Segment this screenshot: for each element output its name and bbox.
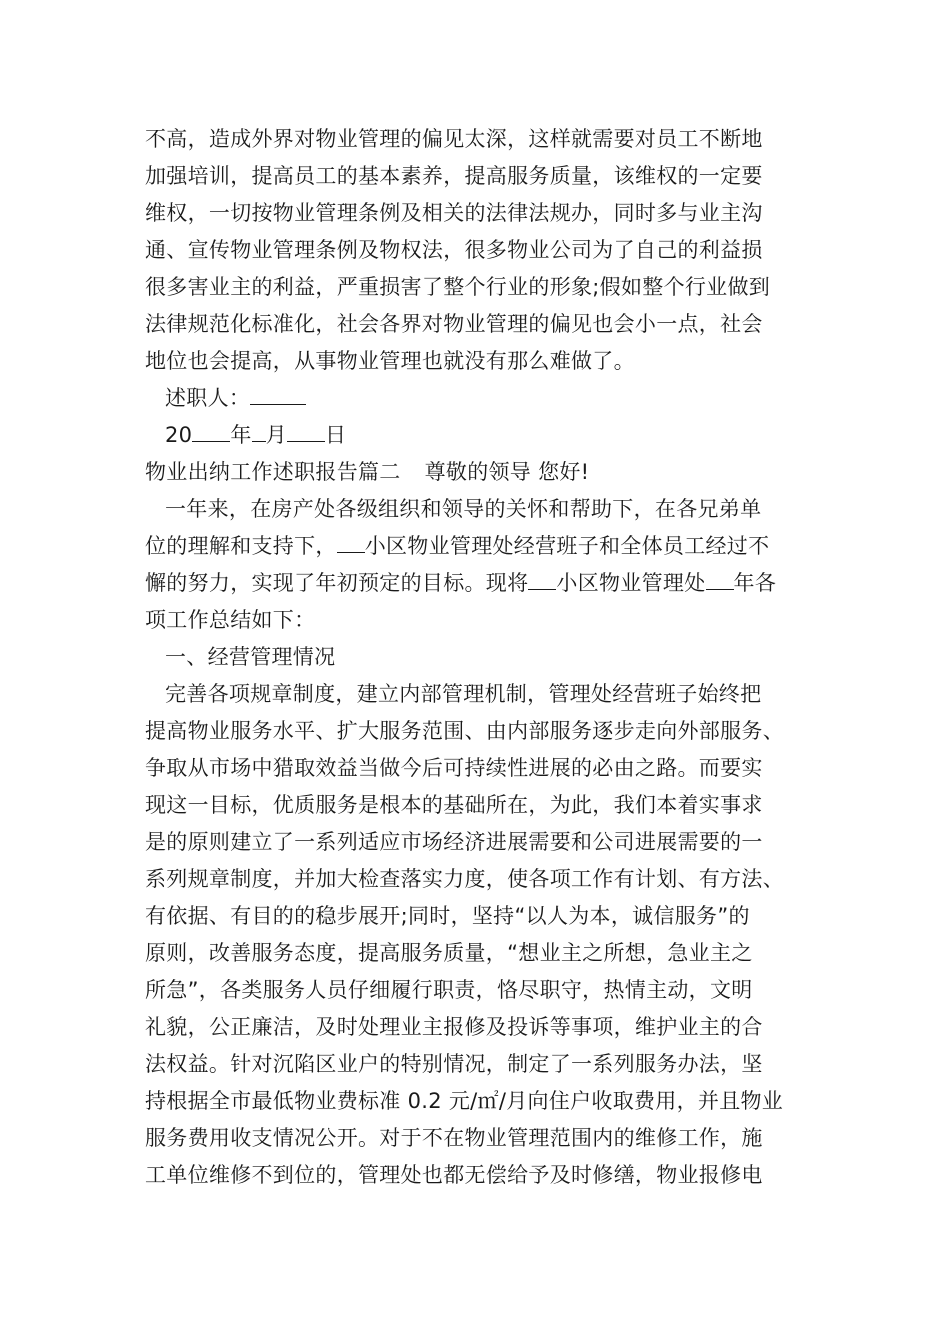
- text-line: 位的理解和支持下， 小区物业管理处经营班子和全体员工经过不: [145, 528, 835, 565]
- text-line: 系列规章制度，并加大检查落实力度，使各项工作有计划、有方法、: [145, 867, 784, 891]
- text-line: 现这一目标，优质服务是根本的基础所在，为此，我们本着实事求: [145, 793, 763, 817]
- text-line: 服务费用收支情况公开。对于不在物业管理范围内的维修工作，施: [145, 1126, 763, 1150]
- paragraph-2: [145, 491, 835, 639]
- day-char: 日: [324, 423, 347, 447]
- community-blank: [528, 565, 556, 590]
- section-title-line: [145, 454, 835, 491]
- signature-line: [145, 380, 835, 417]
- date-line: [145, 417, 835, 454]
- text-line: 法律规范化标准化，社会各界对物业管理的偏见也会小一点，社会: [145, 312, 763, 336]
- text-line: 不高，造成外界对物业管理的偏见太深，这样就需要对员工不断地: [145, 127, 763, 151]
- year-blank: [192, 417, 230, 442]
- text-line: 所急”，各类服务人员仔细履行职责，恪尽职守，热情主动，文明: [145, 978, 753, 1002]
- text-line: 是的原则建立了一系列适应市场经济进展需要和公司进展需要的一: [145, 830, 763, 854]
- text-line: 法权益。针对沉陷区业户的特别情况，制定了一系列服务办法，坚: [145, 1052, 763, 1076]
- month-char: 月: [265, 423, 287, 447]
- document-body: [145, 121, 835, 1194]
- text-line: 维权，一切按物业管理条例及相关的法律法规办，同时多与业主沟: [145, 201, 763, 225]
- text-line: 通、宣传物业管理条例及物权法，很多物业公司为了自己的利益损: [145, 238, 763, 262]
- signature-blank: [250, 380, 306, 405]
- text-line: 提高物业服务水平、扩大服务范围、由内部服务逐步走向外部服务、: [145, 719, 784, 743]
- community-blank: [337, 528, 365, 553]
- year-char: 年: [230, 423, 252, 447]
- text-line: 工单位维修不到位的，管理处也都无偿给予及时修缮，物业报修电: [145, 1163, 763, 1187]
- paragraph-3: [145, 676, 835, 1194]
- month-blank: [252, 417, 266, 442]
- section-title: 物业出纳工作述职报告篇二: [145, 460, 401, 484]
- year-blank: [706, 565, 734, 590]
- text-line: 原则，改善服务态度，提高服务质量，“想业主之所想，急业主之: [145, 941, 753, 965]
- text-line: 地位也会提高，从事物业管理也就没有那么难做了。: [145, 349, 635, 373]
- heading-operations: 一、经营管理情况: [165, 645, 336, 669]
- text-line: 完善各项规章制度，建立内部管理机制，管理处经营班子始终把: [165, 682, 762, 706]
- text-line: 项工作总结如下：: [145, 608, 316, 632]
- greeting: 尊敬的领导 您好!: [424, 460, 590, 484]
- date-prefix: 20: [165, 423, 193, 447]
- text-line: 有依据、有目的的稳步展开;同时，坚持“以人为本，诚信服务”的: [145, 904, 750, 928]
- text-line: 很多害业主的利益，严重损害了整个行业的形象;假如整个行业做到: [145, 275, 771, 299]
- text-line: 礼貌，公正廉洁，及时处理业主报修及投诉等事项，维护业主的合: [145, 1015, 763, 1039]
- day-blank: [287, 417, 325, 442]
- text-line: 一年来，在房产处各级组织和领导的关怀和帮助下，在各兄弟单: [165, 497, 762, 521]
- signature-label: 述职人：: [165, 386, 251, 410]
- text-line: 持根据全市最低物业费标准 0.2 元/㎡/月向住户收取费用，并且物业: [145, 1089, 784, 1113]
- text-line: 加强培训，提高员工的基本素养，提高服务质量，该维权的一定要: [145, 164, 763, 188]
- text-line: 争取从市场中猎取效益当做今后可持续性进展的必由之路。而要实: [145, 756, 763, 780]
- paragraph-1: [145, 121, 835, 380]
- text-line: 懈的努力，实现了年初预定的目标。现将 小区物业管理处 年各: [145, 565, 835, 602]
